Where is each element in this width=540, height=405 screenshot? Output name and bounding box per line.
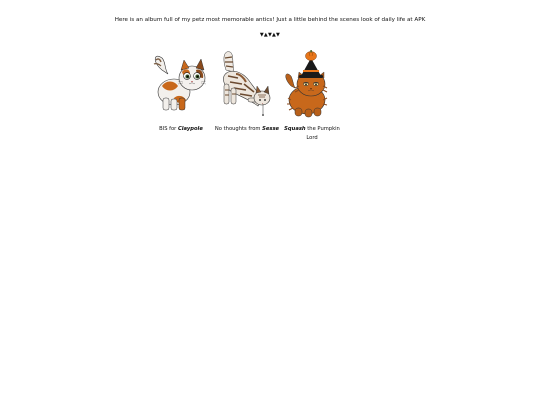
caption-suffix: the Pumpkin Lord	[305, 126, 340, 141]
gallery-item-claypole[interactable]	[148, 48, 214, 134]
gallery-item-squash[interactable]	[279, 48, 345, 142]
caption-prefix: BIS for	[159, 126, 178, 132]
calico-cat-image[interactable]	[148, 48, 214, 120]
pet-name: Squash	[284, 126, 306, 132]
tabby-cat-image[interactable]	[214, 48, 280, 120]
pet-name: Sesse	[262, 126, 280, 132]
intro-text: Here is an album full of my petz most memorable antics! Just a little behind the scenes look of daily life at APK	[114, 17, 426, 23]
gallery-caption	[148, 125, 214, 134]
pet-name: Claypole	[177, 126, 203, 132]
caption-prefix: No thoughts from	[214, 126, 263, 132]
divider-ornament: ▼▲▼▲▼	[259, 32, 281, 38]
orange-persian-cat-image[interactable]	[279, 48, 345, 120]
pet-gallery	[148, 48, 344, 148]
gallery-item-sesse[interactable]	[214, 48, 280, 134]
gallery-caption	[279, 125, 345, 142]
gallery-caption	[214, 125, 280, 134]
